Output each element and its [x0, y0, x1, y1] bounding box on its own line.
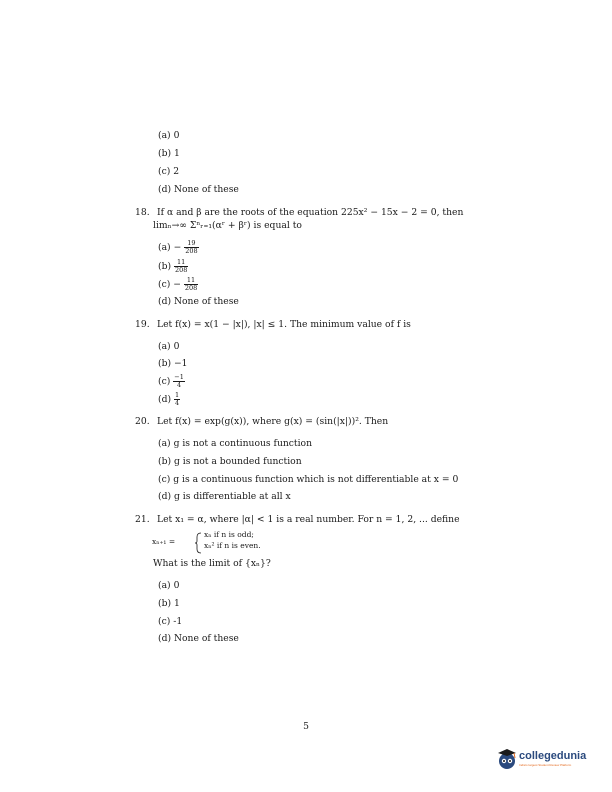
q18-stem	[135, 207, 463, 218]
q18-line1: If α and β are the roots of the equation 225x² − 15x − 2 = 0, then	[157, 207, 464, 218]
q19-option-d	[158, 392, 180, 407]
q20-option-c: (c) g is a continuous function which is not differentiable at x = 0	[158, 474, 459, 485]
q18-option-d: (d) None of these	[158, 296, 239, 307]
brace-icon	[194, 532, 202, 554]
q19-option-b: (b) −1	[158, 358, 188, 369]
q18-option-b-label: (b)	[158, 261, 172, 272]
denominator: 4	[176, 381, 182, 389]
numerator: 19	[184, 240, 198, 248]
q19-stem	[135, 319, 411, 330]
q21-case-even: xₙ² if n is even.	[204, 541, 261, 550]
denominator: 4	[174, 399, 180, 407]
q20-text: Let f(x) = exp(g(x)), where g(x) = (sin(|x|))². Then	[157, 416, 389, 427]
q19-number: 19.	[135, 319, 150, 330]
q18-option-a-fraction	[184, 240, 198, 255]
q17-option-c: (c) 2	[158, 166, 180, 177]
collegedunia-logo	[496, 746, 596, 772]
numerator: 11	[184, 277, 198, 285]
q21-option-a: (a) 0	[158, 580, 180, 591]
q18-number: 18.	[135, 207, 150, 218]
q20-option-b: (b) g is not a bounded function	[158, 456, 302, 467]
q20-number: 20.	[135, 416, 150, 427]
numerator: −1	[174, 373, 184, 381]
q20-option-a: (a) g is not a continuous function	[158, 438, 313, 449]
q18-option-a	[158, 240, 199, 255]
q19-option-a: (a) 0	[158, 341, 180, 352]
logo-text: collegedunia	[519, 750, 587, 762]
q18-line2: limₙ→∞ Σⁿᵣ₌₁(αʳ + βʳ) is equal to	[153, 220, 302, 231]
q21-number: 21.	[135, 514, 150, 525]
q21-text: Let x₁ = α, where |α| < 1 is a real number. For n = 1, 2, ... define	[157, 514, 460, 525]
q18-option-c	[158, 277, 198, 292]
q19-option-c	[158, 374, 185, 389]
q21-option-b: (b) 1	[158, 598, 180, 609]
page-number: 5	[303, 721, 309, 732]
q18-option-a-label: (a) −	[158, 242, 182, 253]
q17-option-a: (a) 0	[158, 130, 180, 141]
q18-option-b-fraction	[174, 259, 188, 274]
q18-option-c-label: (c) −	[158, 279, 181, 290]
q21-option-c: (c) -1	[158, 616, 183, 627]
denominator: 208	[184, 284, 198, 292]
q21-option-d: (d) None of these	[158, 633, 239, 644]
q19-option-d-label: (d)	[158, 394, 172, 405]
q20-option-d: (d) g is differentiable at all x	[158, 491, 291, 502]
q21-case-lhs: xₙ₊₁ =	[152, 537, 176, 546]
q21-stem	[135, 514, 460, 525]
q19-option-c-fraction	[173, 374, 185, 389]
q19-option-c-label: (c)	[158, 376, 171, 387]
q18-option-b	[158, 259, 188, 274]
logo-tagline: India's largest Student Review Platform	[519, 763, 572, 767]
q17-option-d: (d) None of these	[158, 184, 239, 195]
q21-question: What is the limit of {xₙ}?	[153, 558, 271, 569]
denominator: 208	[185, 247, 198, 255]
q20-stem	[135, 416, 388, 427]
numerator: 1	[174, 391, 180, 399]
q21-case-odd: xₙ if n is odd;	[204, 530, 254, 539]
denominator: 208	[174, 266, 188, 274]
q19-option-d-fraction	[174, 392, 180, 407]
q19-text: Let f(x) = x(1 − |x|), |x| ≤ 1. The minimum value of f is	[157, 319, 411, 330]
graduate-mascot-icon	[496, 748, 518, 770]
q17-option-b: (b) 1	[158, 148, 180, 159]
numerator: 11	[174, 259, 188, 267]
q18-option-c-fraction	[184, 277, 198, 292]
